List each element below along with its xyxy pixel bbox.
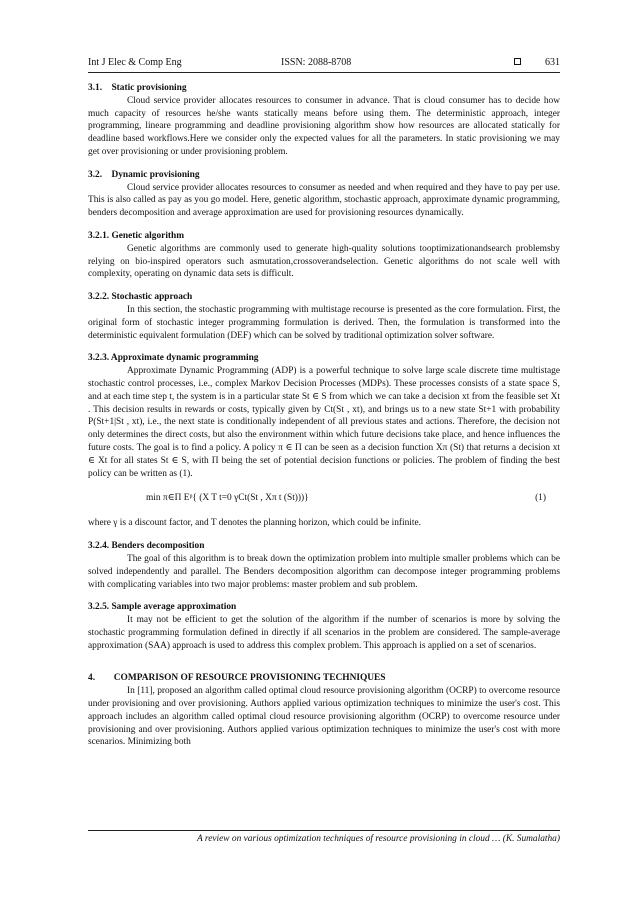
paragraph: where γ is a discount factor, and T denotes the planning horizon, which could be infinite. xyxy=(88,518,422,529)
square-bullet-icon xyxy=(514,58,521,65)
section-3-2-5 xyxy=(88,601,560,652)
section-heading: 4. COMPARISON OF RESOURCE PROVISIONING TECHNIQUES xyxy=(88,673,386,684)
body-text xyxy=(88,82,560,749)
paragraph: Cloud service provider allocates resources to consumer in advance. That is cloud consumer has to decide how much capacity of resources he/she wants statically means before using them. The deterministic approach, integer programming, lineare programming and deadline provisioning algorithm show how resources are allocated statically for deadline based workflows.Here we consider only the expected values for all the parameters. In static provisioning we may get over provisioning or under provisioning problem. xyxy=(88,95,560,157)
equation-number: (1) xyxy=(535,493,546,504)
header-rule xyxy=(88,72,560,73)
running-header xyxy=(88,56,560,72)
equation-1 xyxy=(88,492,560,505)
section-heading: 3.2.3. Approximate dynamic programming xyxy=(88,353,259,364)
paragraph: In [11], proposed an algorithm called optimal cloud resource provisioning algorithm (OCRP) to overcome resource under provisioning and over provisioning. Authors applied various optimization techniques to minimize the user's cost. This approach includes an algorithm called optimal cloud resource provisioning algorithm (OCRP) to overcome resource under provisioning and over provisioning. Authors applied various optimization techniques to minimize the user's cost with more scenarios. Minimizing both xyxy=(88,686,560,748)
issn: ISSN: 2088-8708 xyxy=(281,57,352,68)
section-heading: 3.2.2. Stochastic approach xyxy=(88,292,193,303)
section-4 xyxy=(88,672,560,749)
section-heading: 3.2.1. Genetic algorithm xyxy=(88,230,185,241)
journal-name: Int J Elec & Comp Eng xyxy=(88,57,182,68)
paragraph: It may not be efficient to get the solution of the algorithm if the number of scenarios is more by solving the stochastic programming formulation defined in directly if all scenarios in the problem are considered. The sample-average approximation (SAA) approach is used to address this complex problem. This approach is applied on a set of scenarios. xyxy=(88,615,560,651)
paragraph: Cloud service provider allocates resources to consumer as needed and when required and they have to pay per use. This is also called as pay as you go model. Here, genetic algorithm, stochastic approach, approximate dynamic programming, benders decomposition and average approximation are used for provisioning resources dynamically. xyxy=(88,182,560,219)
section-3-2-3 xyxy=(88,352,560,530)
running-footer: A review on various optimization techniques of resource provisioning in cloud … (K. Sumalatha) xyxy=(197,834,560,844)
footer-rule xyxy=(88,830,560,831)
section-heading: 3.2.4. Benders decomposition xyxy=(88,541,205,552)
section-3-2-2 xyxy=(88,291,560,342)
section-heading: 3.2.5. Sample average approximation xyxy=(88,602,237,613)
paragraph: The goal of this algorithm is to break down the optimization problem into multiple smaller problems which can be solved independently and parallel. The Benders decomposition algorithm can decompose integer programming problems with complicating variables into two major problems: master problem and sub problem. xyxy=(88,553,560,590)
paragraph: Approximate Dynamic Programming (ADP) is a powerful technique to solve large scale discrete time multistage stochastic control processes, i.e., complex Markov Decision Processes (MDPs). These processes consists of a state space S, and at each time step t, the system is in a particular state St ∈ S from which we can take a decision xt from the feasible set Xt . This decision results in rewards or costs, typically given by Ct(St , xt), and brings us to a new state St+1 with probability P(St+1|St , xt), i.e., the next state is conditionally independent of all previous states and actions. Therefore, the decision not only determines the direct costs, but also the environment within which future decisions take place, and hence influences the future costs. The goal is to find a policy. A policy π ∈ Π can be seen as a decision function Xπ (St) that returns a decision xt ∈ Xt for all states St ∈ S, with Π being the set of potential decision functions or policies. The problem of finding the best policy can be written as (1). xyxy=(88,366,560,479)
section-3-1 xyxy=(88,82,560,159)
section-heading: 3.2. Dynamic provisioning xyxy=(88,169,200,180)
section-3-2-1 xyxy=(88,230,560,281)
section-3-2-4 xyxy=(88,540,560,591)
paragraph: Genetic algorithms are commonly used to generate high-quality solutions tooptimizationandsearch problemsby relying on bio-inspired operators such asmutation,crossoverandselection. Genetic algorithms do not scale well with complexity, operating on dynamic data sets is difficult. xyxy=(88,243,560,280)
page-number: 631 xyxy=(545,57,560,68)
section-3-2 xyxy=(88,169,560,220)
paragraph: In this section, the stochastic programming with multistage recourse is presented as the core formulation. First, the original form of stochastic integer programming formulation is derived. Then, the formulation is transformed into the deterministic equivalent formulation (DEF) which can be solved by traditional optimization solver software. xyxy=(88,304,560,341)
equation-text: min π∈Π Eᵖ{ (X T t=0 γCt(St , Xπ t (St)))} xyxy=(146,493,309,504)
section-heading: 3.1. Static provisioning xyxy=(88,83,187,93)
